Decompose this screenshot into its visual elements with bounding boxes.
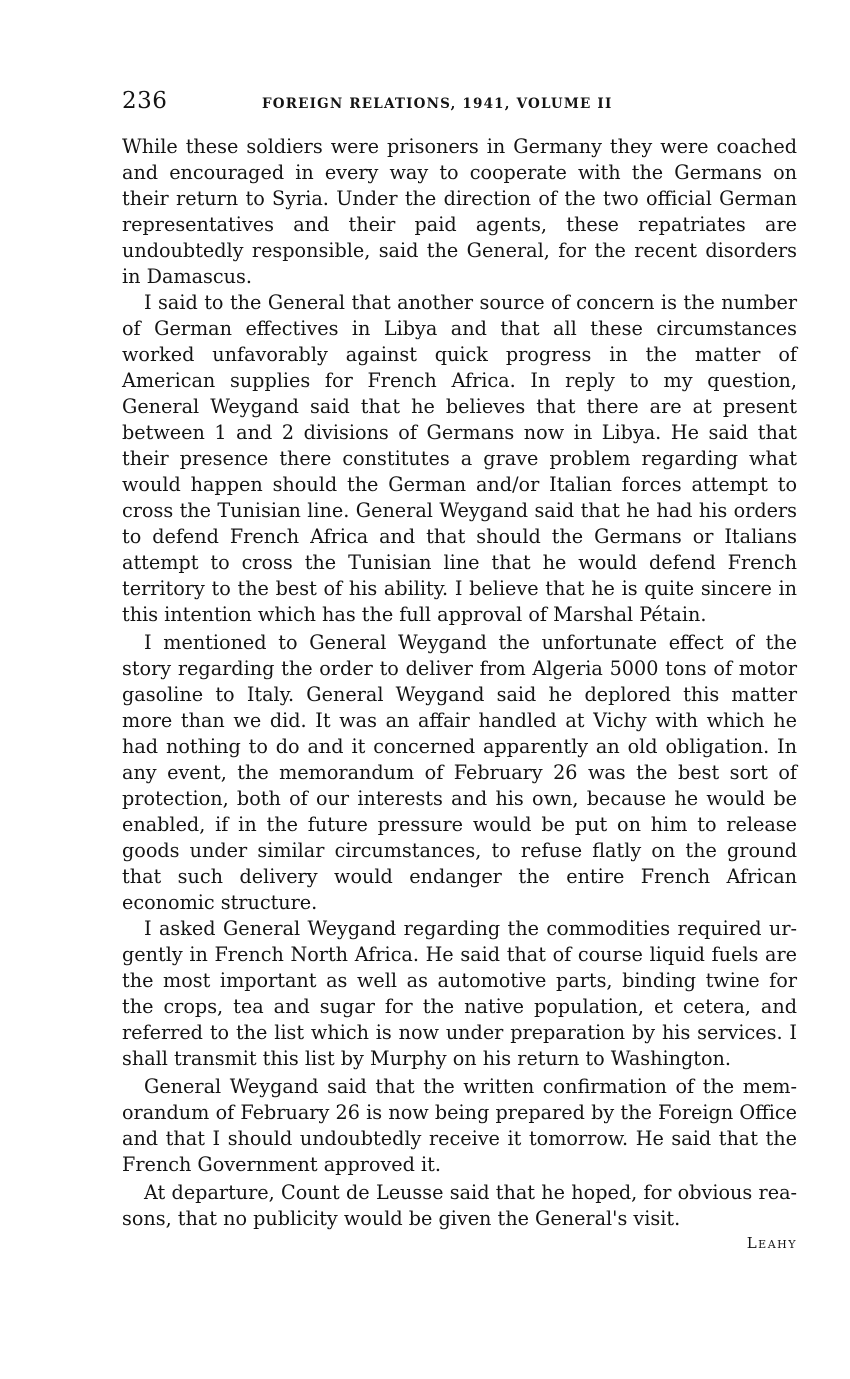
paragraph-departure: At departure, Count de Leusse said that he hoped, for obvious reasons, that no publicity would be given the General's visit. [122,1181,797,1230]
paragraph-gasoline: I mentioned to General Weygand the unfortunate effect of the story regarding the order to deliver from Algeria 5000 tons of motor gasoline to Italy. General Weygand said he deplored this matter more than we did. It was an affair handled at Vichy with which he had nothing to do and it concerned apparently an old obligation. In any event, the memorandum of February 26 was the best sort of protection, both of our interests and his own, because he would be enabled, if in the future pressure would be put on him to release goods under similar circumstances, to refuse flatly on the ground that such delivery would endanger the entire French African economic structure. [122,631,797,914]
paragraph-libya: I said to the General that another source of concern is the number of German effectives in Libya and that all these circumstances worked unfavorably against quick progress in the matter of American supplies for French Africa. In reply to my question, General Weygand said that he believes that there are at present between 1 and 2 divisions of Germans now in Libya. He said that their presence there constitutes a grave problem regarding what would happen should the German and/or Italian forces attempt to cross the Tunisian line. General Weygand said that he had his orders to defend French Africa and that should the Germans or Italians attempt to cross the Tunisian line that he would defend French territory to the best of his ability. I believe that he is quite sincere in this intention which has the full approval of Marshal Pétain. [122,291,797,626]
paragraph-continuation: While these soldiers were prisoners in Germany they were coached and encouraged in every way to cooperate with the Germans on their return to Syria. Under the direction of the two official German representatives and their paid agents, these repatriates are undoubtedly responsible, said the General, for the recent disorders in Damascus. [122,135,797,288]
document-page [122,88,797,1252]
body-text [122,134,797,1232]
paragraph-memorandum: General Weygand said that the written confirmation of the memorandum of February 26 is now being prepared by the Foreign Office and that I should undoubtedly receive it tomorrow. He said that the French Government approved it. [122,1075,797,1176]
page-number: 236 [122,88,168,114]
signature: Leahy [746,1234,797,1252]
running-head: FOREIGN RELATIONS, 1941, VOLUME II [262,96,613,112]
page-header [122,88,797,122]
paragraph-commodities: I asked General Weygand regarding the commodities required urgently in French North Africa. He said that of course liquid fuels are the most important as well as automotive parts, binding twine for the crops, tea and sugar for the native population, et cetera, and referred to the list which is now under preparation by his services. I shall transmit this list by Murphy on his return to Washington. [122,917,797,1070]
